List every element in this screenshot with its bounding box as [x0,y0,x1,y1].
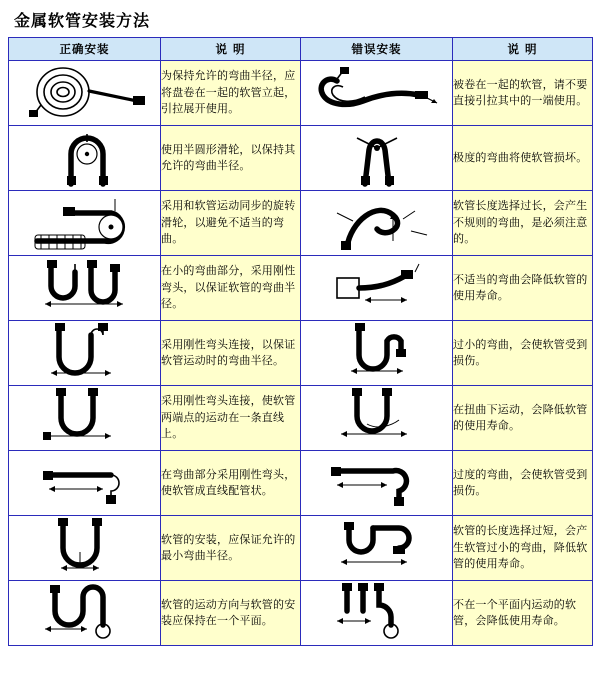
description-wrong: 软管长度选择过长，会产生不规则的弯曲，是必须注意的。 [453,191,593,256]
table-header-row [9,38,593,61]
description-correct: 在弯曲部分采用刚性弯头，使软管成直线配管状。 [161,451,301,516]
figure-cell-wrong [301,581,453,646]
table-row [9,126,593,191]
description-wrong: 软管的长度选择过短，会产生软管过小的弯曲，降低软管的使用寿命。 [453,516,593,581]
coiled-hose-pulled-wrong-icon [301,61,452,125]
description-correct: 在小的弯曲部分，采用刚性弯头，以保证软管的弯曲半径。 [161,256,301,321]
figure-cell-correct [9,386,161,451]
table-row [9,386,593,451]
figure-cell-wrong [301,516,453,581]
figure-cell-correct [9,191,161,256]
description-correct: 采用刚性弯头连接，使软管两端点的运动在一条直线上。 [161,386,301,451]
rigid-elbow-straight-line-correct-icon [9,386,160,450]
description-wrong: 被卷在一起的软管，请不要直接引拉其中的一端使用。 [453,61,593,126]
header-correct-figure: 正确安装 [9,38,161,61]
too-long-small-bend-wrong-icon [301,516,452,580]
semicircular-pulley-correct-icon [9,126,160,190]
figure-cell-wrong [301,61,453,126]
figure-cell-wrong [301,321,453,386]
hose-installation-table [8,37,593,646]
rigid-elbow-straight-piping-correct-icon [9,451,160,515]
description-correct: 软管的安装，应保证允许的最小弯曲半径。 [161,516,301,581]
synchronized-rotating-pulley-correct-icon [9,191,160,255]
figure-cell-wrong [301,126,453,191]
description-wrong: 不适当的弯曲会降低软管的使用寿命。 [453,256,593,321]
description-correct: 使用半圆形滑轮，以保持其允许的弯曲半径。 [161,126,301,191]
description-wrong: 过度的弯曲，会使软管受到损伤。 [453,451,593,516]
same-plane-motion-correct-icon [9,581,160,645]
description-correct: 为保持允许的弯曲半径，应将盘卷在一起的软管立起，引拉展开使用。 [161,61,301,126]
figure-cell-correct [9,581,161,646]
table-row [9,516,593,581]
description-wrong: 在扭曲下运动，会降低软管的使用寿命。 [453,386,593,451]
description-wrong: 不在一个平面内运动的软管，会降低使用寿命。 [453,581,593,646]
figure-cell-wrong [301,451,453,516]
twisted-motion-wrong-icon [301,386,452,450]
table-row [9,256,593,321]
figure-cell-wrong [301,256,453,321]
description-correct: 软管的运动方向与软管的安装应保持在一个平面。 [161,581,301,646]
too-small-bend-damage-wrong-icon [301,321,452,385]
improper-bend-reduce-life-wrong-icon [301,256,452,320]
figure-cell-wrong [301,191,453,256]
description-correct: 采用刚性弯头连接，以保证软管运动时的弯曲半径。 [161,321,301,386]
table-row [9,451,593,516]
description-wrong: 极度的弯曲将使软管损坏。 [453,126,593,191]
page-title: 金属软管安装方法 [14,11,151,30]
excess-length-irregular-bend-wrong-icon [301,191,452,255]
figure-cell-correct [9,126,161,191]
figure-cell-wrong [301,386,453,451]
description-wrong: 过小的弯曲，会使软管受到损伤。 [453,321,593,386]
rigid-elbow-connection-correct-icon [9,321,160,385]
rigid-bend-small-radius-correct-icon [9,256,160,320]
minimum-bend-radius-install-correct-icon [9,516,160,580]
table-row [9,581,593,646]
excessive-bend-damage-wrong-icon [301,451,452,515]
figure-cell-correct [9,451,161,516]
table-row [9,321,593,386]
extreme-bend-wrong-icon [301,126,452,190]
header-correct-desc: 说 明 [161,38,301,61]
figure-cell-correct [9,516,161,581]
figure-cell-correct [9,321,161,386]
header-wrong-figure: 错误安装 [301,38,453,61]
figure-cell-correct [9,61,161,126]
figure-cell-correct [9,256,161,321]
out-of-plane-motion-wrong-icon [301,581,452,645]
description-correct: 采用和软管运动同步的旋转滑轮，以避免不适当的弯曲。 [161,191,301,256]
coiled-hose-standing-correct-icon [9,61,160,125]
table-row [9,191,593,256]
header-wrong-desc: 说 明 [453,38,593,61]
table-row [9,61,593,126]
